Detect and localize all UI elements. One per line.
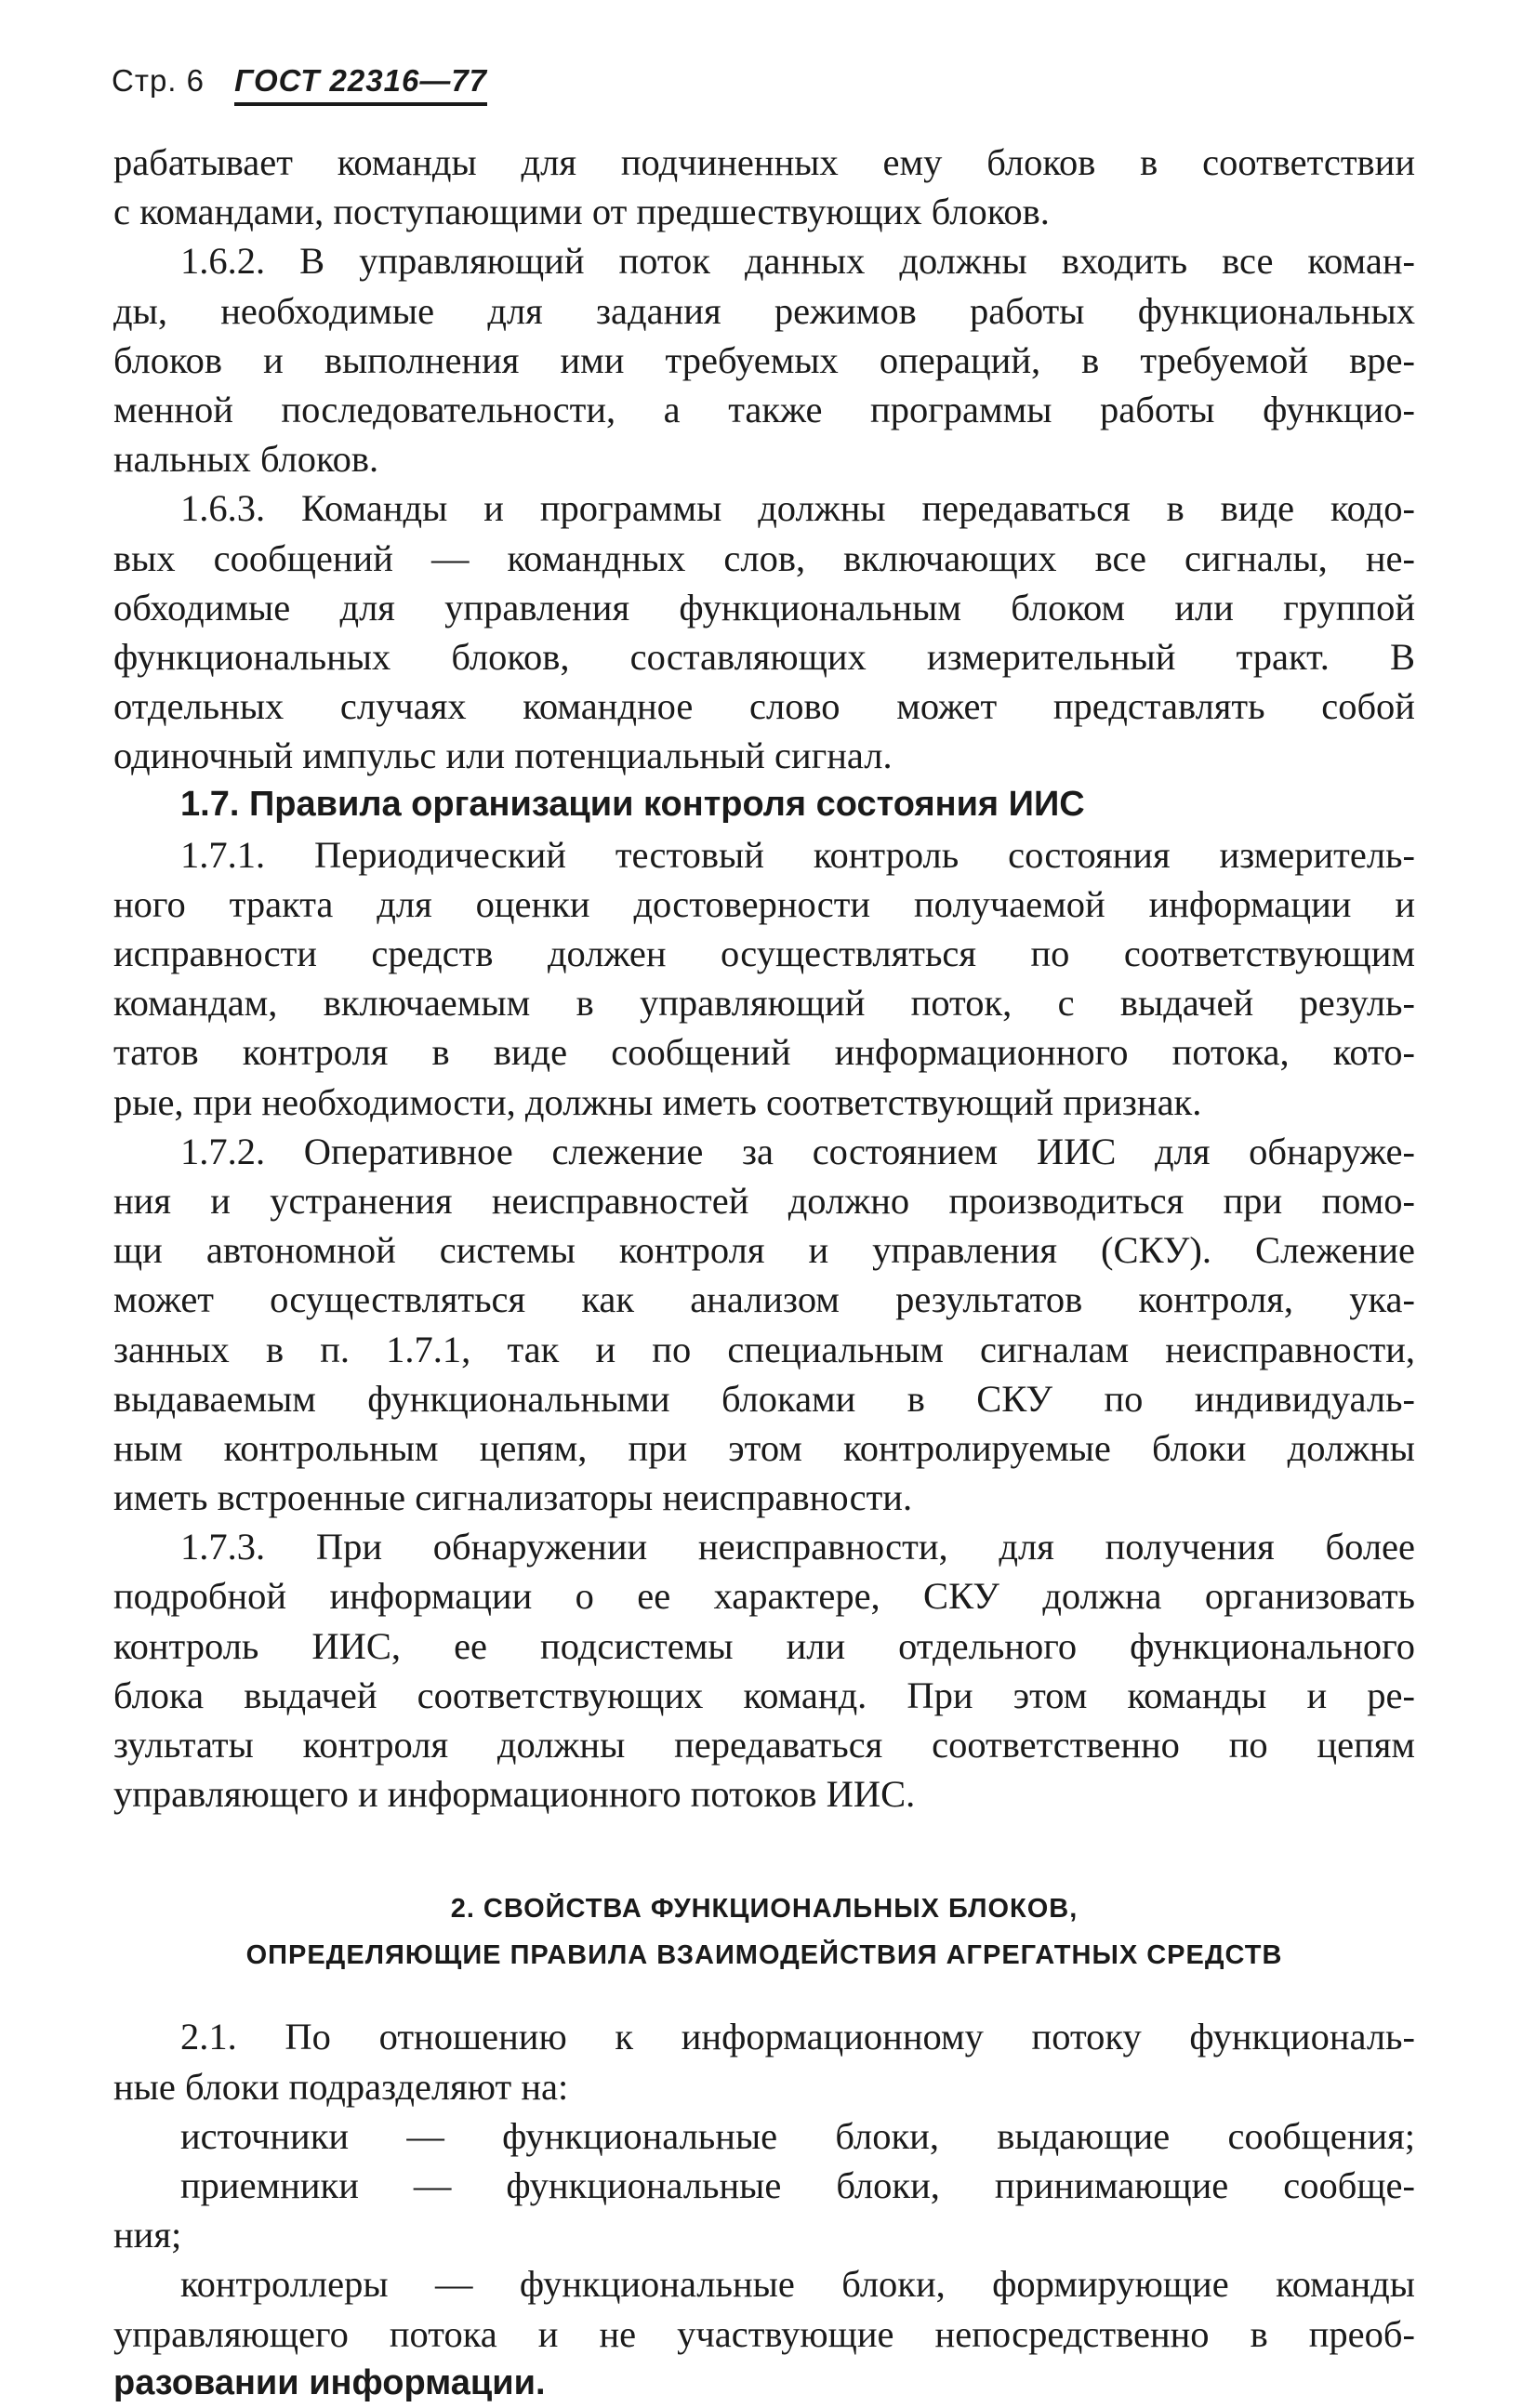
text-line: управляющего и информационного потоков ИИС. (113, 1773, 916, 1816)
text-line: приемники — функциональные блоки, принимающие сообще- (180, 2163, 1415, 2206)
text-line: может осуществляться как анализом результатов контроля, ука- (113, 1278, 1415, 1321)
text-line: ния и устранения неисправностей должно производиться при помо- (113, 1179, 1415, 1222)
text-line: занных в п. 1.7.1, так и по специальным сигналам неисправности, (113, 1328, 1415, 1370)
text-line: ным контрольным цепям, при этом контролируемые блоки должны (113, 1426, 1415, 1469)
text-line: иметь встроенные сигнализаторы неисправности. (113, 1476, 913, 1519)
text-line: контроллеры — функциональные блоки, формирующие команды (180, 2263, 1415, 2306)
text-line: нальных блоков. (113, 438, 379, 481)
text-line: блоков и выполнения ими требуемых операций, в требуемой вре- (113, 338, 1415, 381)
page-header (112, 63, 487, 99)
text-line: ные блоки подразделяют на: (113, 2065, 569, 2108)
text-line: командам, включаемым в управляющий поток, с выдачей резуль- (113, 982, 1415, 1025)
text-line: одиночный импульс или потенциальный сигнал. (113, 734, 893, 777)
text-line: зультаты контроля должны передаваться соответственно по цепям (113, 1724, 1415, 1766)
text-line: 1.6.3. Команды и программы должны передаваться в виде кодо- (180, 487, 1415, 530)
text-line: исправности средств должен осуществляться по соответствующим (113, 933, 1415, 974)
text-line: обходимые для управления функциональным блоком или группой (113, 586, 1415, 628)
text-line: татов контроля в виде сообщений информационного потока, кото- (113, 1031, 1415, 1074)
text-line: ния; (113, 2214, 182, 2256)
text-line: щи автономной системы контроля и управления (СКУ). Слежение (113, 1229, 1415, 1272)
subsection-heading: 1.7. Правила организации контроля состояния ИИС (180, 785, 1085, 825)
text-line: рабатывает команды для подчиненных ему блоков в соответствии (113, 141, 1415, 183)
text-line: подробной информации о ее характере, СКУ должна организовать (113, 1575, 1415, 1618)
text-line: рые, при необходимости, должны иметь соответствующий признак. (113, 1080, 1202, 1123)
text-line: блока выдачей соответствующих команд. При этом команды и ре- (113, 1674, 1415, 1716)
text-line: 2.1. По отношению к информационному потоку функциональ- (180, 2016, 1415, 2058)
text-line: источники — функциональные блоки, выдающие сообщения; (180, 2114, 1415, 2157)
text-line: ного тракта для оценки достоверности получаемой информации и (113, 882, 1415, 925)
text-line: с командами, поступающими от предшествующих блоков. (113, 191, 1050, 233)
text-line: 1.7.2. Оперативное слежение за состоянием ИИС для обнаруже- (180, 1130, 1415, 1172)
text-line: контроль ИИС, ее подсистемы или отдельного функционального (113, 1624, 1415, 1667)
document-body (113, 138, 1415, 2408)
section-title-line-1: 2. СВОЙСТВА ФУНКЦИОНАЛЬНЫХ БЛОКОВ, (450, 1894, 1079, 1925)
text-line: 1.6.2. В управляющий поток данных должны входить все коман- (180, 240, 1415, 283)
text-line: управляющего потока и не участвующие непосредственно в преоб- (113, 2312, 1415, 2355)
text-line: выдаваемым функциональными блоками в СКУ по индивидуаль- (113, 1377, 1415, 1420)
page-number: Стр. 6 (112, 63, 205, 98)
section-title-line-2: ОПРЕДЕЛЯЮЩИЕ ПРАВИЛА ВЗАИМОДЕЙСТВИЯ АГРЕГАТНЫХ СРЕДСТВ (245, 1940, 1283, 1971)
text-line: ды, необходимые для задания режимов работы функциональных (113, 289, 1415, 332)
text-line: отдельных случаях командное слово может представлять собой (113, 685, 1415, 728)
text-line: вых сообщений — командных слов, включающих все сигналы, не- (113, 536, 1415, 579)
text-line: 1.7.1. Периодический тестовый контроль состояния измеритель- (180, 833, 1415, 876)
text-line: менной последовательности, а также программы работы функцио- (113, 388, 1415, 430)
text-line: функциональных блоков, составляющих измерительный тракт. В (113, 635, 1415, 678)
standard-number: ГОСТ 22316—77 (234, 63, 487, 106)
text-line: разовании информации. (113, 2362, 546, 2402)
text-line: 1.7.3. При обнаружении неисправности, для получения более (180, 1526, 1415, 1568)
